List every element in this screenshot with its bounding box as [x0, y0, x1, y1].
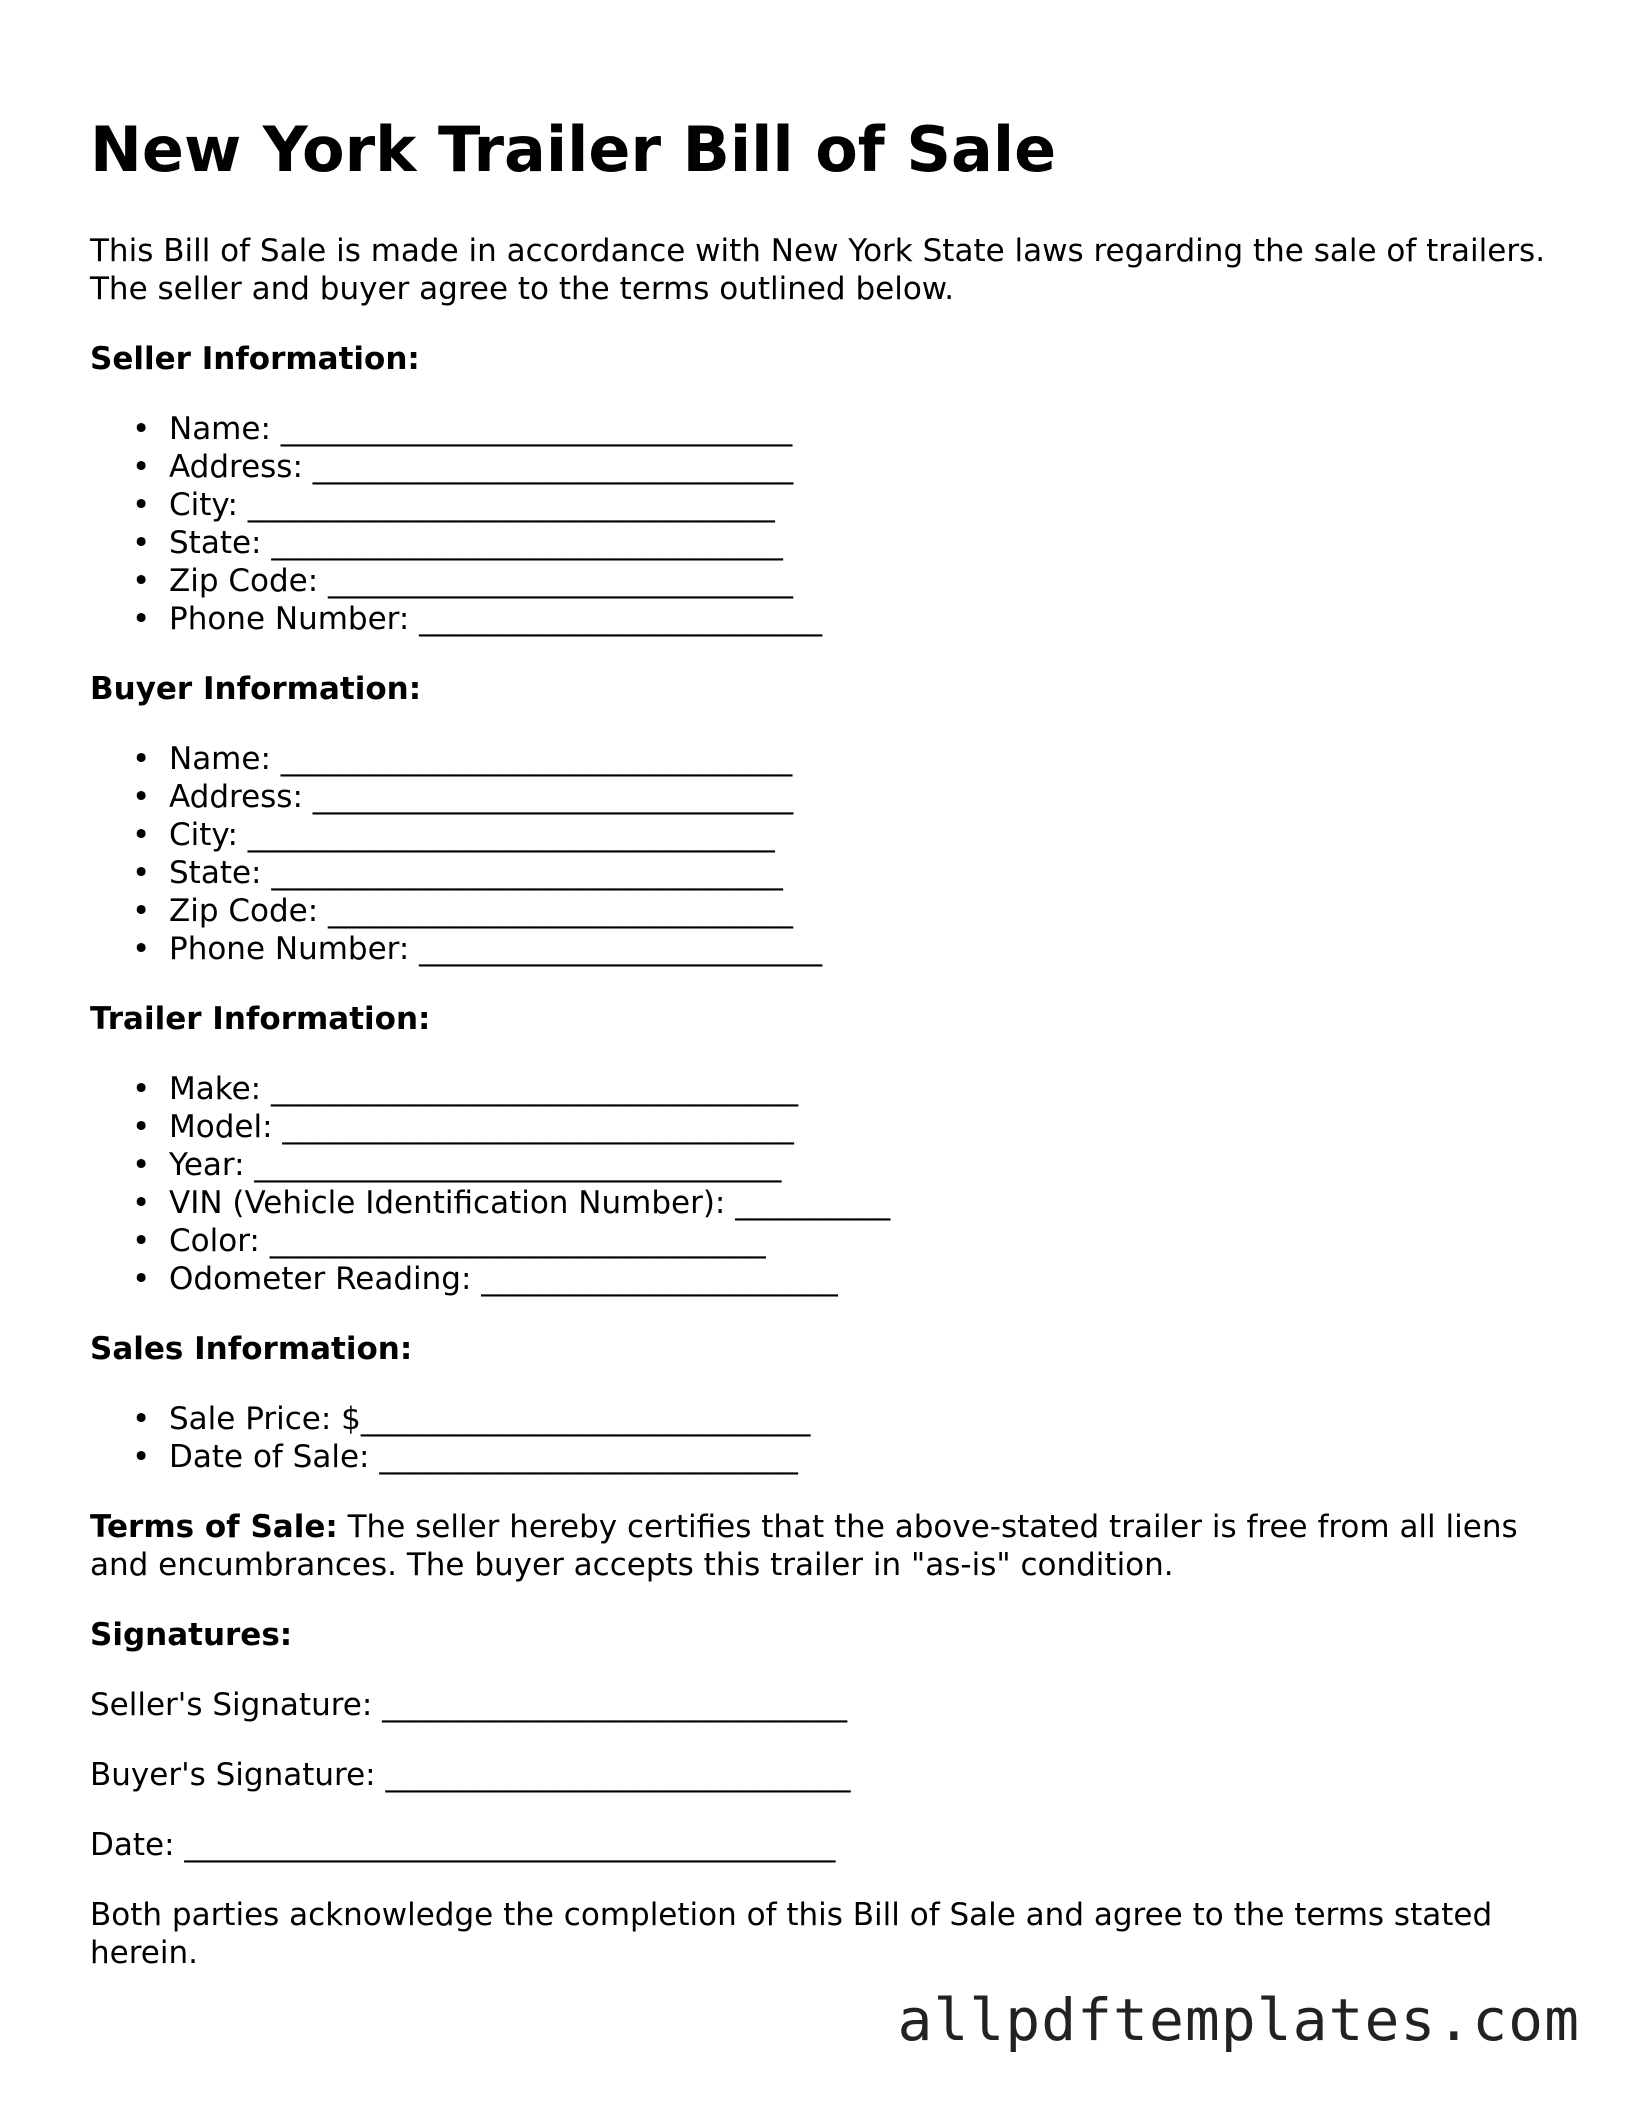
bullet-icon: •	[132, 893, 151, 929]
trailer-section-heading: Trailer Information:	[90, 1001, 431, 1037]
bullet-icon: •	[132, 449, 151, 485]
list-item	[90, 854, 1550, 892]
field-label: Make: __________________________________	[169, 1071, 798, 1107]
list-item	[90, 1070, 1550, 1108]
bullet-icon: •	[132, 1185, 151, 1221]
field-label: City: __________________________________	[169, 817, 775, 853]
bullet-icon: •	[132, 487, 151, 523]
document-page	[90, 110, 1550, 1972]
bullet-icon: •	[132, 741, 151, 777]
field-label: Address: _______________________________	[169, 449, 794, 485]
trailer-fields-list	[90, 1070, 1550, 1298]
list-item	[90, 448, 1550, 486]
list-item	[90, 1438, 1550, 1476]
list-item	[90, 1260, 1550, 1298]
list-item	[90, 778, 1550, 816]
list-item	[90, 740, 1550, 778]
bullet-icon: •	[132, 1261, 151, 1297]
field-label: Address: _______________________________	[169, 779, 794, 815]
field-label: Phone Number: __________________________	[169, 601, 823, 637]
list-item	[90, 1400, 1550, 1438]
field-label: Zip Code: ______________________________	[169, 563, 794, 599]
field-label: Model: _________________________________	[169, 1109, 794, 1145]
field-label: Color: ________________________________	[169, 1223, 766, 1259]
list-item	[90, 1108, 1550, 1146]
field-label: Year: __________________________________	[169, 1147, 782, 1183]
list-item	[90, 892, 1550, 930]
bullet-icon: •	[132, 411, 151, 447]
sales-section-heading: Sales Information:	[90, 1331, 413, 1367]
seller-section-heading: Seller Information:	[90, 341, 420, 377]
list-item	[90, 1222, 1550, 1260]
seller-signature-line: Seller's Signature: ______________________________	[90, 1687, 848, 1723]
field-label: Name: _________________________________	[169, 741, 793, 777]
terms-text: The seller hereby certifies that the above-stated trailer is free from all liens and encumbrances. The buyer accepts this trailer in "as-is" condition.	[90, 1509, 1518, 1583]
buyer-section-heading: Buyer Information:	[90, 671, 422, 707]
field-label: Zip Code: ______________________________	[169, 893, 794, 929]
intro-paragraph: This Bill of Sale is made in accordance with New York State laws regarding the sale of trailers. The seller and buyer agree to the terms outlined below.	[90, 233, 1546, 307]
page-title: New York Trailer Bill of Sale	[90, 113, 1057, 186]
sales-fields-list	[90, 1400, 1550, 1476]
buyer-signature-line: Buyer's Signature: ______________________________	[90, 1757, 851, 1793]
bullet-icon: •	[132, 1147, 151, 1183]
bullet-icon: •	[132, 1439, 151, 1475]
list-item	[90, 524, 1550, 562]
bullet-icon: •	[132, 563, 151, 599]
bullet-icon: •	[132, 601, 151, 637]
bullet-icon: •	[132, 1223, 151, 1259]
bullet-icon: •	[132, 779, 151, 815]
field-label: Name: _________________________________	[169, 411, 793, 447]
date-signature-line: Date: __________________________________________	[90, 1827, 836, 1863]
bullet-icon: •	[132, 817, 151, 853]
closing-paragraph: Both parties acknowledge the completion of this Bill of Sale and agree to the terms stated herein.	[90, 1897, 1493, 1971]
field-label: Odometer Reading: _______________________	[169, 1261, 838, 1297]
signatures-section-heading: Signatures:	[90, 1617, 293, 1653]
list-item	[90, 816, 1550, 854]
terms-label: Terms of Sale:	[90, 1509, 338, 1545]
list-item	[90, 562, 1550, 600]
bullet-icon: •	[132, 931, 151, 967]
bullet-icon: •	[132, 1109, 151, 1145]
buyer-fields-list	[90, 740, 1550, 968]
watermark-text: allpdftemplates.com	[897, 1986, 1580, 2054]
bullet-icon: •	[132, 1071, 151, 1107]
list-item	[90, 1184, 1550, 1222]
field-label: Sale Price: $_____________________________	[169, 1401, 811, 1437]
list-item	[90, 410, 1550, 448]
field-label: State: _________________________________	[169, 855, 783, 891]
list-item	[90, 930, 1550, 968]
field-label: Date of Sale: ___________________________	[169, 1439, 798, 1475]
field-label: Phone Number: __________________________	[169, 931, 823, 967]
terms-paragraph	[90, 1508, 1550, 1584]
bullet-icon: •	[132, 525, 151, 561]
list-item	[90, 486, 1550, 524]
seller-fields-list	[90, 410, 1550, 638]
bullet-icon: •	[132, 1401, 151, 1437]
list-item	[90, 1146, 1550, 1184]
list-item	[90, 600, 1550, 638]
bullet-icon: •	[132, 855, 151, 891]
field-label: City: __________________________________	[169, 487, 775, 523]
field-label: State: _________________________________	[169, 525, 783, 561]
field-label: VIN (Vehicle Identification Number): __________	[169, 1185, 891, 1221]
